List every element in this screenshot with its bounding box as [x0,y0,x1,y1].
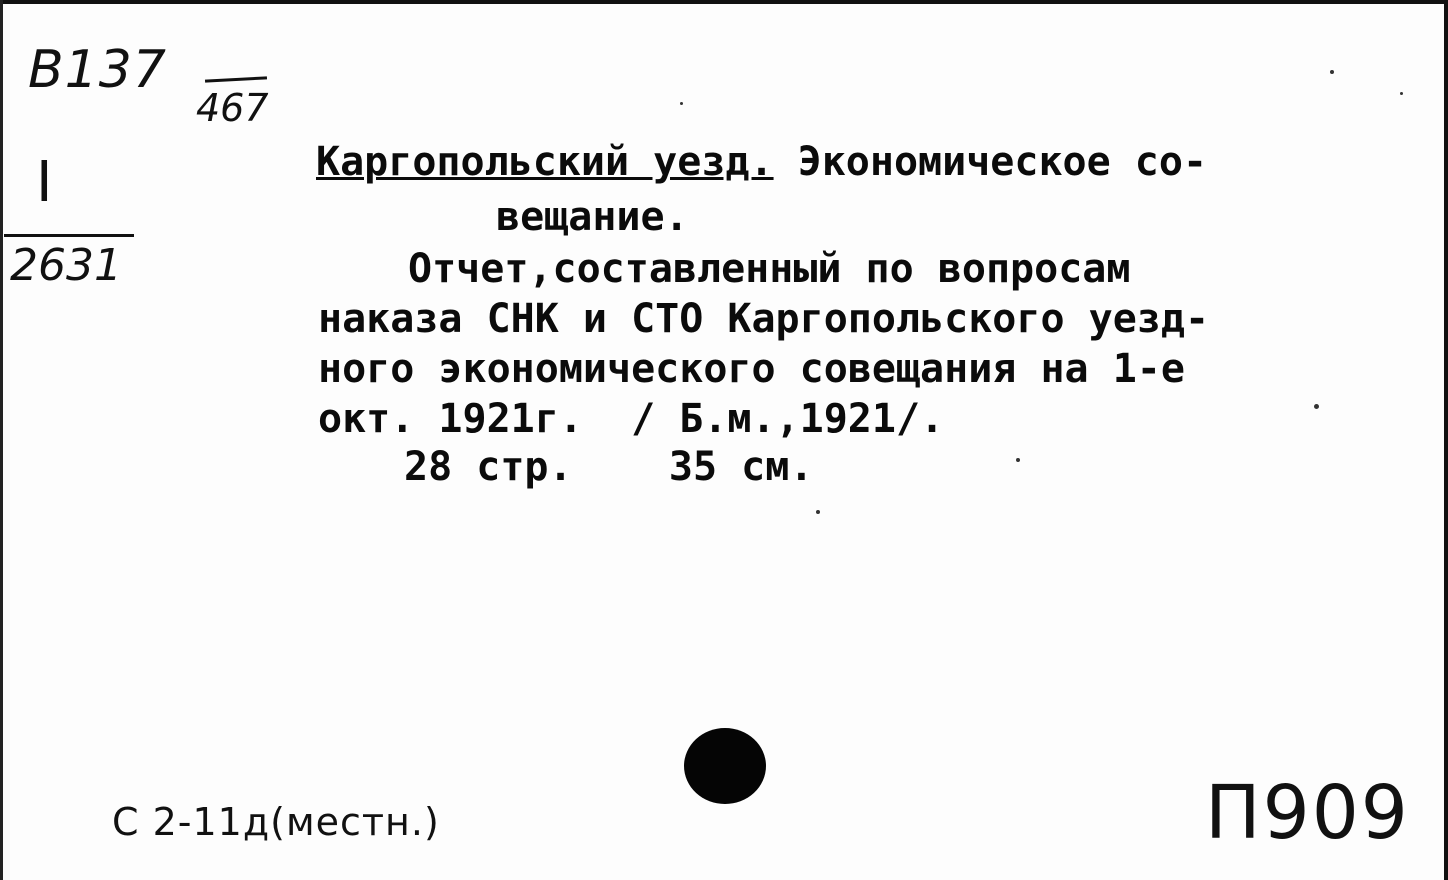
entry-heading-line [316,135,1207,190]
scan-speck [680,102,683,105]
shelf-mark: С 2-11д(местн.) [112,800,440,844]
scan-speck [1400,92,1403,95]
section-divider [4,234,134,237]
scan-speck [1016,458,1020,462]
scan-speck [816,510,820,514]
section-roman-numeral: I [36,150,53,215]
entry-line-2: вещание. [496,194,689,240]
card-punch-hole [684,728,766,804]
entry-title-line-1: Отчет,составленный по вопросам [408,246,1131,292]
call-number-divider [205,76,267,82]
scan-speck [1330,70,1334,74]
call-number-sub: 467 [196,86,269,130]
inventory-number: 2631 [10,240,122,291]
entry-collation: 28 стр. 35 см. [404,444,814,490]
entry-imprint: окт. 1921г. / Б.м.,1921/. [318,396,945,442]
scan-speck [1314,404,1319,409]
accession-number: П909 [1205,770,1410,856]
card-left-edge [0,0,3,880]
card-right-edge [1444,0,1448,880]
entry-title-line-2: наказа СНК и СТО Каргопольского уезд- [318,296,1210,342]
call-number-main: B137 [28,40,167,100]
entry-heading-rest: Экономическое со- [773,139,1208,185]
entry-heading: Каргопольский уезд. [316,139,774,185]
entry-title-line-3: ного экономического совещания на 1-е [318,346,1185,392]
card-top-edge [0,0,1448,4]
